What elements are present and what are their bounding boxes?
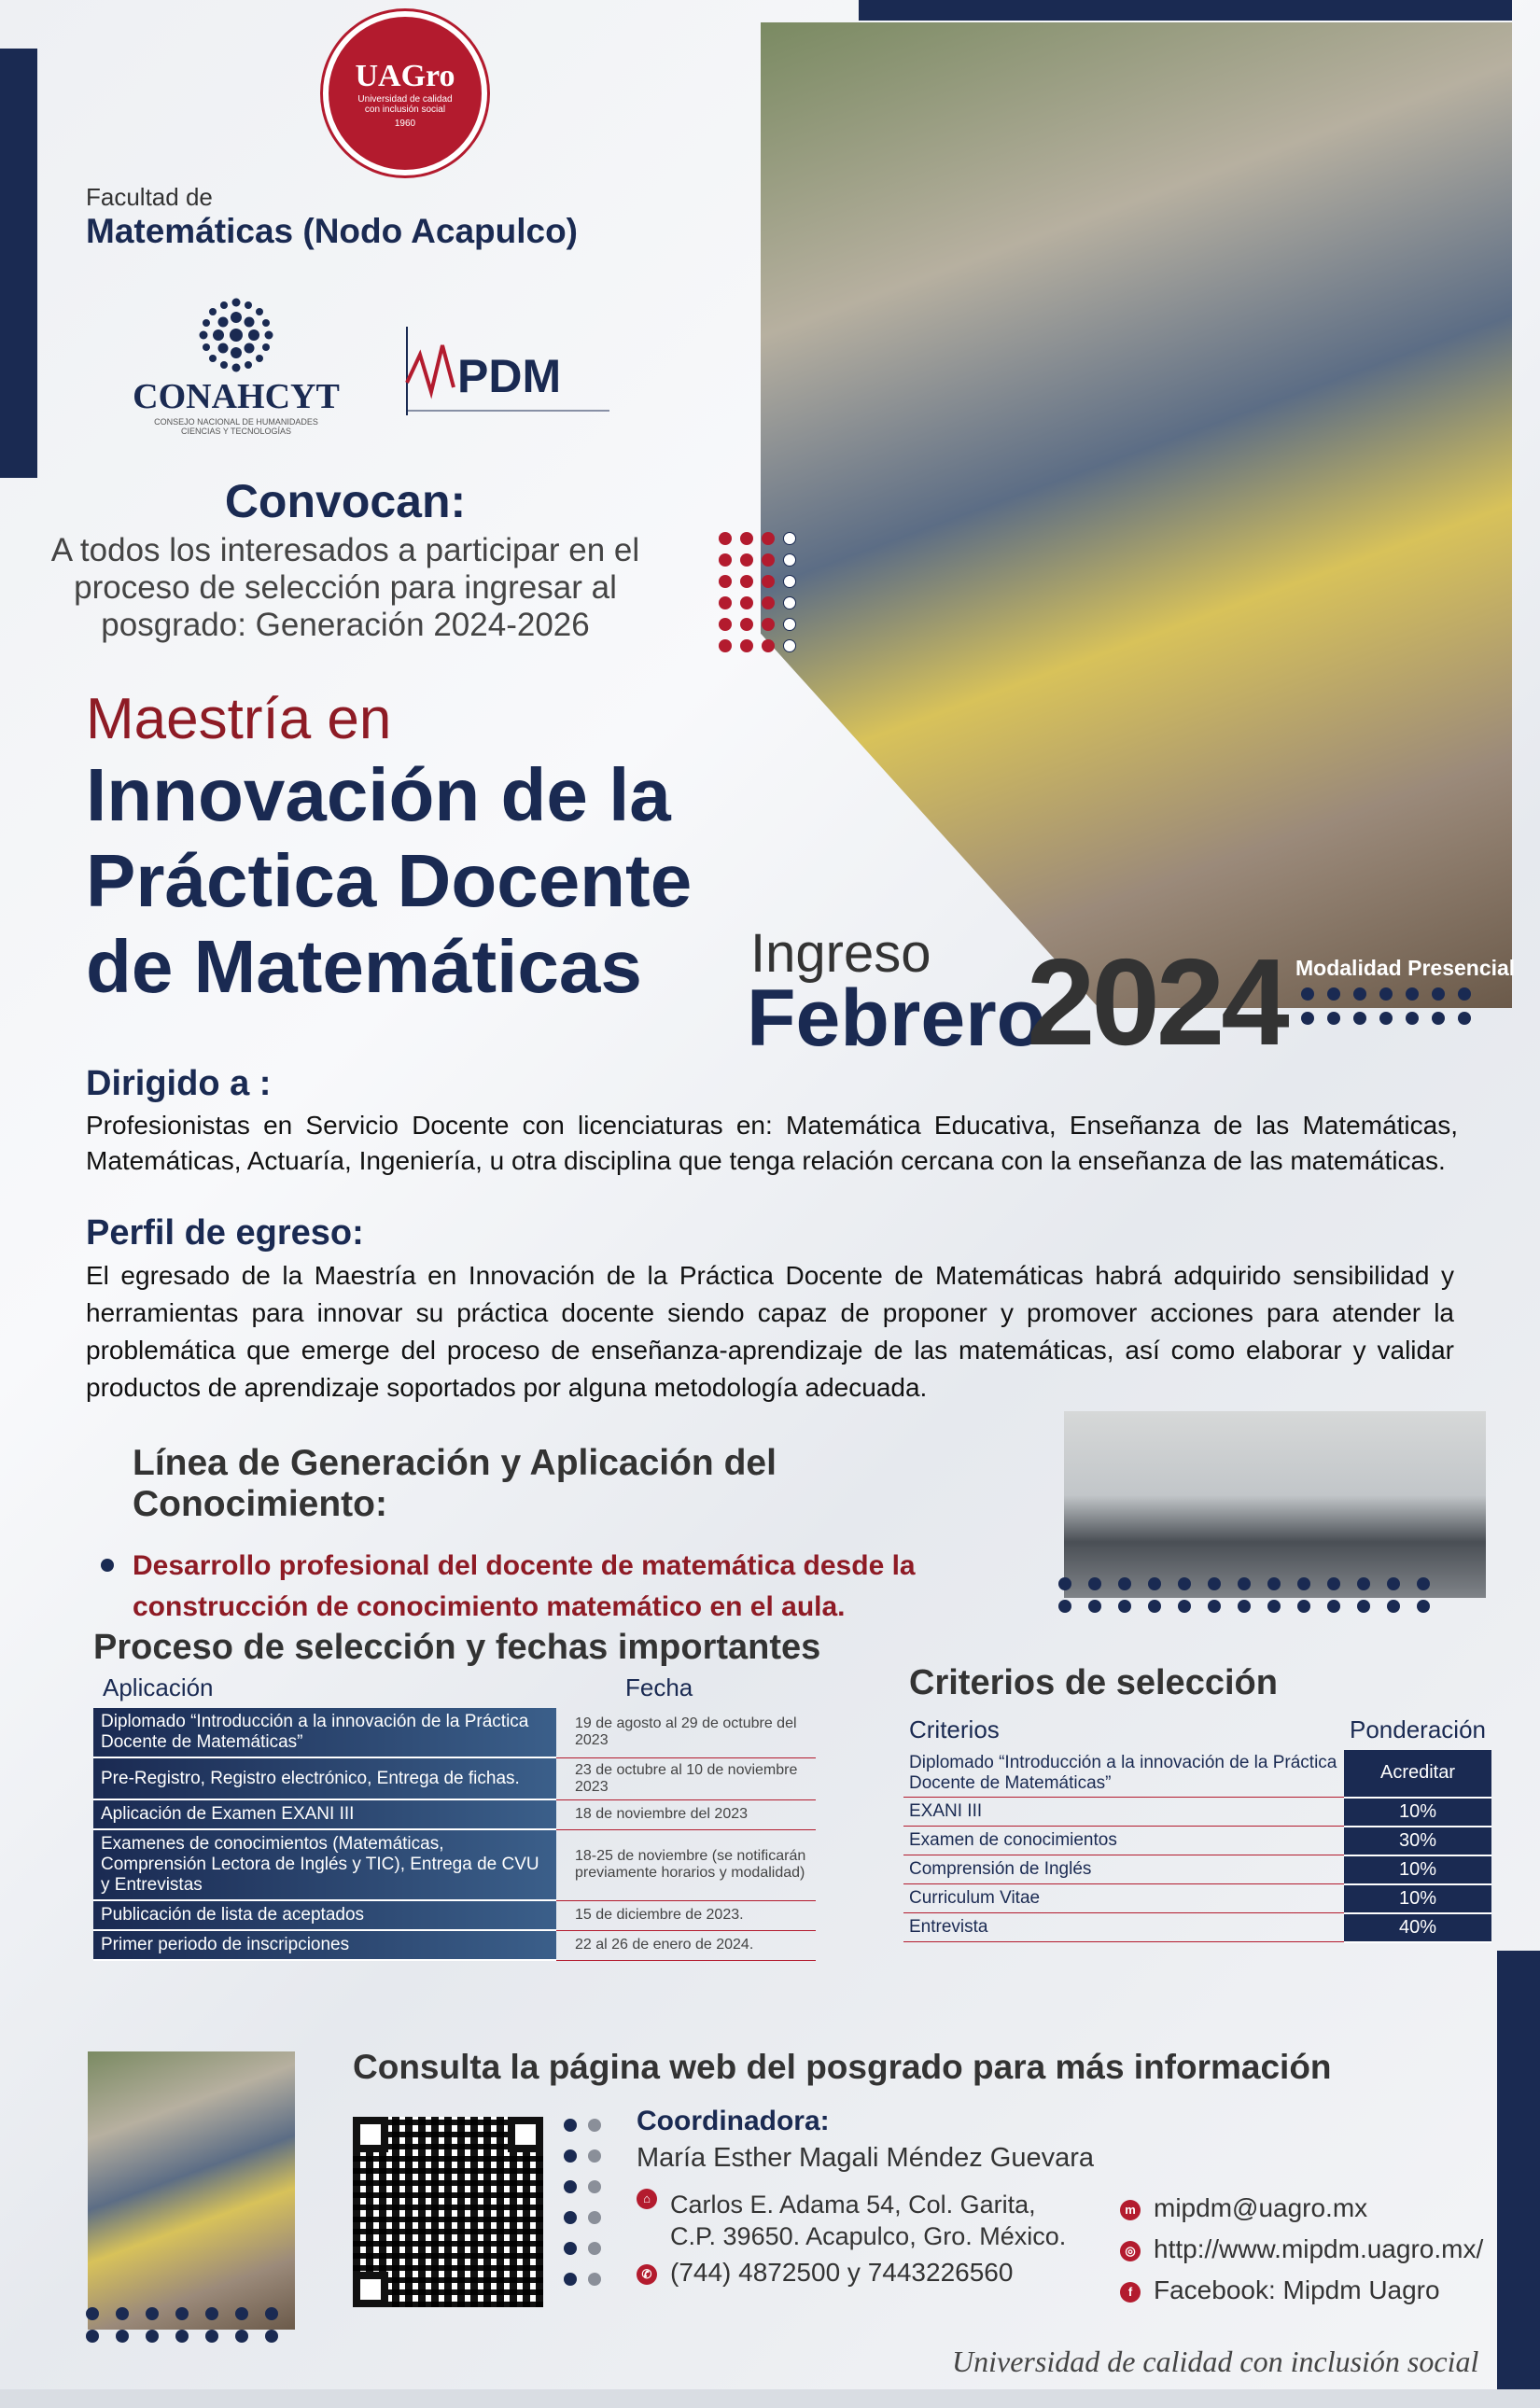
process-row-label: Examenes de conocimientos (Matemáticas, Comprensión Lectora de Inglés y TIC), Entrega de CVU y Entrevistas xyxy=(93,1829,556,1900)
table-row xyxy=(93,1829,816,1900)
criteria-row-label: EXANI III xyxy=(903,1798,1344,1827)
table-row xyxy=(93,1900,816,1930)
criteria-col-weight: Ponderación xyxy=(1350,1715,1486,1743)
program-line3: Práctica Docente xyxy=(86,839,693,922)
lgac-bullet-icon xyxy=(101,1559,114,1572)
process-table xyxy=(93,1708,816,1961)
address-line1: Carlos E. Adama 54, Col. Garita, xyxy=(670,2191,1036,2219)
table-header-row xyxy=(903,1713,1491,1750)
criteria-row-weight: 30% xyxy=(1344,1827,1491,1855)
conahcyt-name: CONAHCYT xyxy=(133,377,340,416)
process-col-date: Fecha xyxy=(625,1673,693,1701)
lgac-title: Línea de Generación y Aplicación del Conocimiento: xyxy=(133,1443,777,1524)
call-section xyxy=(28,474,663,644)
criteria-row-weight: 10% xyxy=(1344,1884,1491,1913)
criteria-table xyxy=(903,1713,1491,1943)
program-line2: Innovación de la xyxy=(86,753,671,836)
students-dot-pattern xyxy=(86,2307,278,2343)
table-row xyxy=(93,1799,816,1829)
conahcyt-emblem-icon xyxy=(194,297,278,373)
uagro-logo-tagline: Universidad de calidad con inclusión social xyxy=(357,93,453,115)
criteria-row-label: Examen de conocimientos xyxy=(903,1827,1344,1855)
coordinator-title: Coordinadora: xyxy=(637,2106,830,2136)
program-title xyxy=(86,687,721,1010)
criteria-title: Criterios de selección xyxy=(909,1663,1278,1702)
mipdm-logo xyxy=(399,317,614,420)
criteria-row-label: Curriculum Vitae xyxy=(903,1884,1344,1913)
table-row xyxy=(903,1855,1491,1884)
process-section xyxy=(93,1628,821,1961)
program-line1: Maestría en xyxy=(86,687,392,751)
table-row xyxy=(903,1750,1491,1798)
coordinator-section xyxy=(637,2106,1103,2288)
table-row xyxy=(903,1913,1491,1942)
table-row xyxy=(93,1708,816,1757)
students-photo xyxy=(88,2051,295,2330)
process-row-date: 22 al 26 de enero de 2024. xyxy=(556,1930,816,1960)
table-row xyxy=(903,1884,1491,1913)
dirigido-section xyxy=(86,1064,1458,1179)
dirigido-title: Dirigido a : xyxy=(86,1064,272,1103)
criteria-row-label: Comprensión de Inglés xyxy=(903,1855,1344,1884)
website-link[interactable]: http://www.mipdm.uagro.mx/ xyxy=(1154,2234,1484,2263)
svg-text:PDM: PDM xyxy=(457,350,562,402)
uagro-logo-year: 1960 xyxy=(394,118,416,129)
intake-dot-pattern xyxy=(1301,987,1471,1025)
faculty-line1: Facultad de xyxy=(86,183,213,211)
red-dot-pattern xyxy=(719,532,796,652)
facebook-link[interactable]: Facebook: Mipdm Uagro xyxy=(1154,2275,1440,2304)
lgac-item: Desarrollo profesional del docente de matemática desde la construcción de conocimiento matemático en el aula. xyxy=(133,1550,916,1622)
consult-text: Consulta la página web del posgrado para más información xyxy=(353,2048,1332,2086)
lgac-section xyxy=(133,1443,1029,1628)
process-row-date: 18-25 de noviembre (se notificarán previamente horarios y modalidad) xyxy=(556,1829,816,1900)
table-row xyxy=(93,1930,816,1960)
mipdm-logo-icon xyxy=(399,317,614,420)
globe-icon: ◎ xyxy=(1120,2241,1141,2261)
facebook-icon: f xyxy=(1120,2282,1141,2303)
process-row-date: 23 de octubre al 10 de noviembre 2023 xyxy=(556,1757,816,1799)
coordinator-name: María Esther Magali Méndez Guevara xyxy=(637,2143,1094,2173)
call-title: Convocan: xyxy=(224,475,467,527)
uagro-logo-text: UAGro xyxy=(355,58,455,93)
conahcyt-subtitle: CONSEJO NACIONAL DE HUMANIDADES CIENCIAS Y TECNOLOGÍAS xyxy=(154,417,318,436)
process-row-date: 18 de noviembre del 2023 xyxy=(556,1799,816,1829)
criteria-row-weight: 10% xyxy=(1344,1855,1491,1884)
process-row-date: 19 de agosto al 29 de octubre del 2023 xyxy=(556,1708,816,1757)
intake-modality: Modalidad Presencial xyxy=(1295,956,1516,980)
criteria-row-label: Entrevista xyxy=(903,1913,1344,1942)
classroom-photo xyxy=(1064,1411,1486,1598)
classroom-dot-pattern xyxy=(1058,1577,1432,1613)
uagro-logo xyxy=(323,11,487,175)
phone-icon: ✆ xyxy=(637,2264,657,2285)
right-accent-bar xyxy=(1497,1951,1540,2408)
criteria-row-weight: 40% xyxy=(1344,1913,1491,1942)
top-accent-bar xyxy=(859,0,1512,21)
criteria-row-label: Diplomado “Introducción a la innovación de la Práctica Docente de Matemáticas” xyxy=(903,1750,1344,1798)
bottom-accent-bar xyxy=(0,2389,1540,2408)
email-link[interactable]: mipdm@uagro.mx xyxy=(1154,2193,1368,2222)
address-line2: C.P. 39650. Acapulco, Gro. México. xyxy=(670,2222,1067,2250)
main-photo xyxy=(761,22,1512,1008)
criteria-row-weight: 10% xyxy=(1344,1798,1491,1827)
footer-motto: Universidad de calidad con inclusión social xyxy=(952,2345,1479,2378)
intake-ingreso: Ingreso xyxy=(750,923,931,984)
online-contacts xyxy=(1120,2188,1483,2311)
faculty-line2: Matemáticas (Nodo Acapulco) xyxy=(86,212,578,250)
email-icon: m xyxy=(1120,2200,1141,2220)
perfil-title: Perfil de egreso: xyxy=(86,1213,364,1253)
intake-month: Febrero xyxy=(747,973,1046,1063)
process-title: Proceso de selección y fechas importantes xyxy=(93,1628,821,1667)
process-row-label: Pre-Registro, Registro electrónico, Entrega de fichas. xyxy=(93,1757,556,1799)
dirigido-text: Profesionistas en Servicio Docente con licenciaturas en: Matemática Educativa, Enseñanza de las Matemáticas, Matemáticas, Actuaría, Ingeniería, u otra disciplina que tenga relación cercana con la enseñanza de las matemáticas. xyxy=(86,1111,1458,1175)
call-text: A todos los interesados a participar en el proceso de selección para ingresar al posgrado: Generación 2024-2026 xyxy=(50,532,640,643)
process-row-label: Primer periodo de inscripciones xyxy=(93,1930,556,1960)
qr-dot-pattern xyxy=(564,2119,601,2286)
phone-number[interactable]: (744) 4872500 y 7443226560 xyxy=(670,2258,1014,2287)
process-row-label: Publicación de lista de aceptados xyxy=(93,1900,556,1930)
perfil-text: El egresado de la Maestría en Innovación de la Práctica Docente de Matemáticas habrá adquirido sensibilidad y herramientas para innovar su práctica docente siendo capaz de proponer y promover acciones para atender la problemática que emerge del proceso de enseñanza-aprendizaje de las matemáticas, así como elaborar y validar productos de aprendizaje soportados por alguna metodología adecuada. xyxy=(86,1261,1454,1402)
home-icon: ⌂ xyxy=(637,2189,657,2209)
table-row xyxy=(903,1827,1491,1855)
perfil-section xyxy=(86,1213,1454,1407)
table-row xyxy=(93,1757,816,1799)
intake-year: 2024 xyxy=(1027,933,1286,1071)
process-row-label: Aplicación de Examen EXANI III xyxy=(93,1799,556,1829)
process-row-date: 15 de diciembre de 2023. xyxy=(556,1900,816,1930)
criteria-col-criteria: Criterios xyxy=(909,1715,1000,1743)
criteria-row-weight: Acreditar xyxy=(1344,1750,1491,1798)
table-row xyxy=(903,1798,1491,1827)
process-col-application: Aplicación xyxy=(103,1673,214,1701)
qr-code[interactable] xyxy=(353,2117,543,2307)
faculty-name xyxy=(86,183,578,251)
left-accent-bar xyxy=(0,49,37,478)
process-row-label: Diplomado “Introducción a la innovación de la Práctica Docente de Matemáticas” xyxy=(93,1708,556,1757)
conahcyt-logo xyxy=(119,297,353,436)
program-line4: de Matemáticas xyxy=(86,925,642,1008)
criteria-section xyxy=(903,1663,1491,1943)
